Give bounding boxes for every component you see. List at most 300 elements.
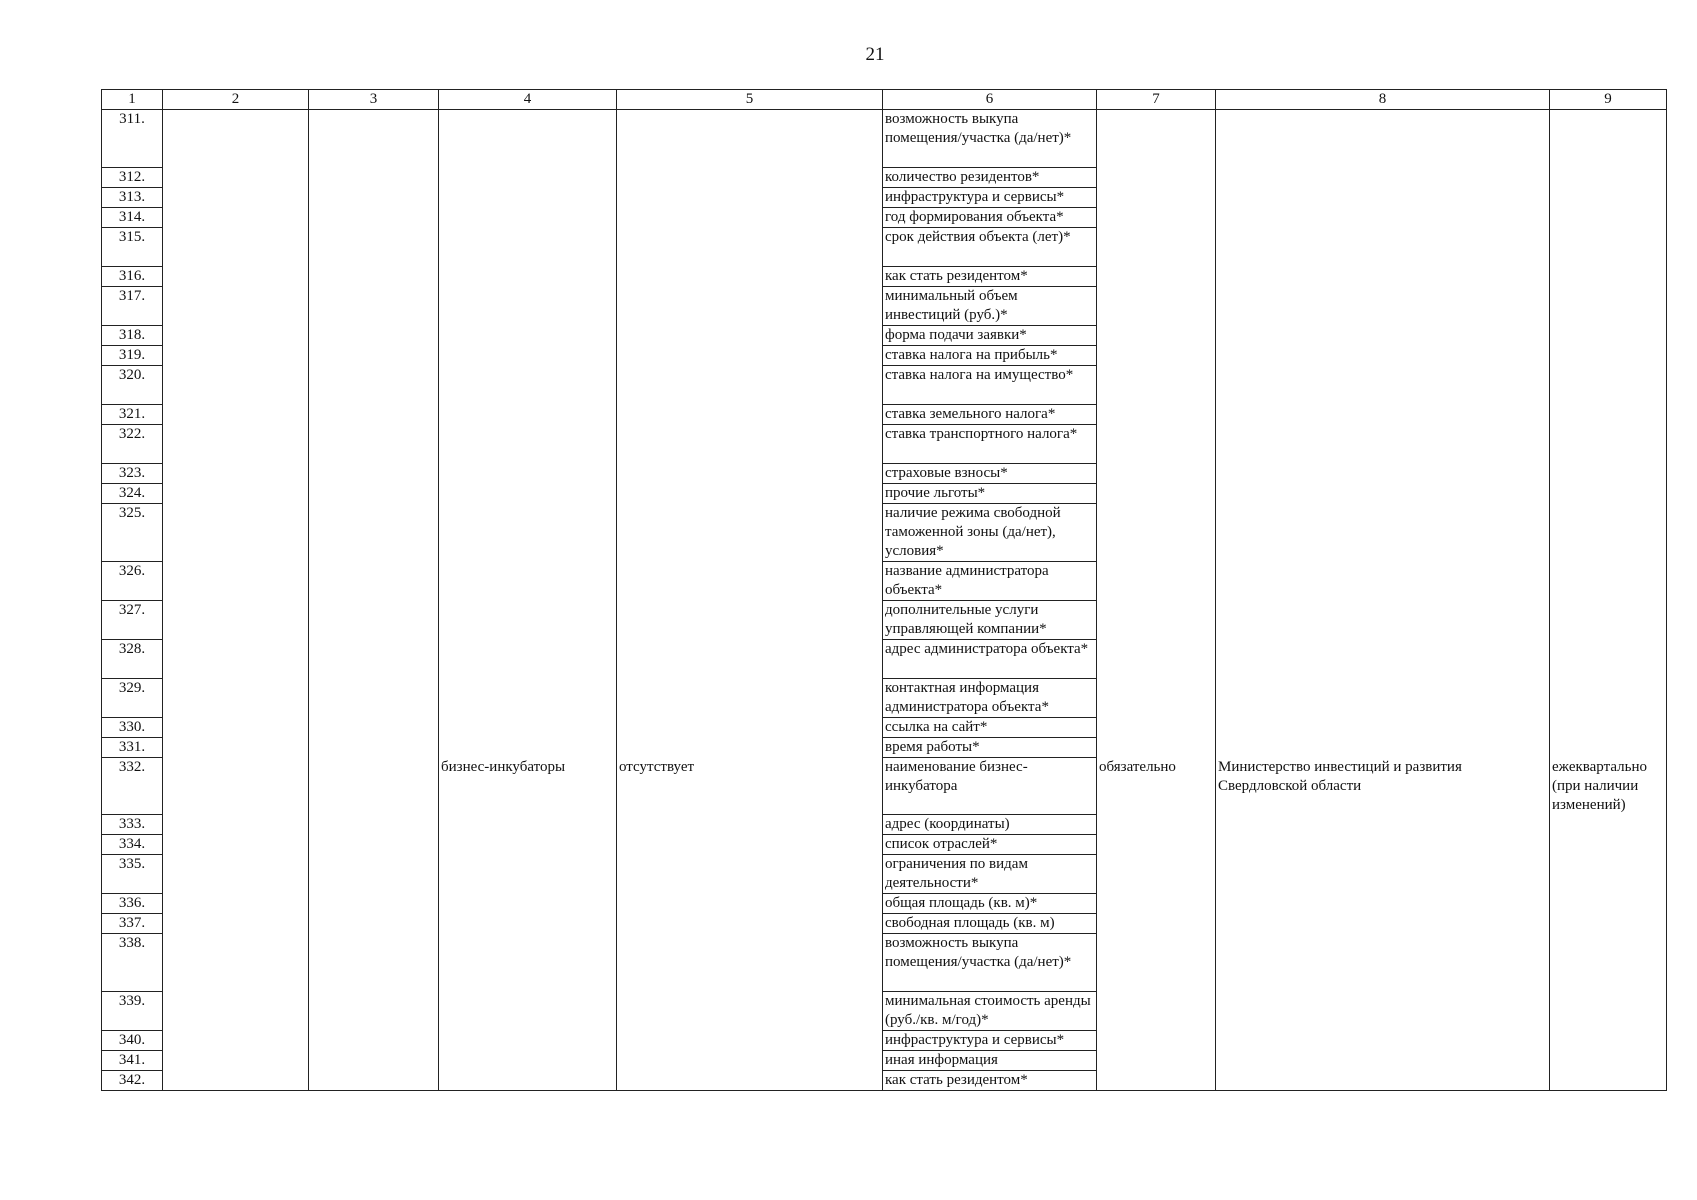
empty-cell	[439, 562, 617, 601]
column-header: 5	[617, 90, 883, 110]
empty-cell	[309, 562, 439, 601]
attribute-cell: ставка земельного налога*	[883, 405, 1097, 425]
empty-cell	[1216, 1051, 1550, 1071]
table-row	[102, 640, 1667, 679]
empty-cell	[617, 208, 883, 228]
empty-cell	[1550, 110, 1667, 168]
attribute-cell: как стать резидентом*	[883, 267, 1097, 287]
table-row	[102, 855, 1667, 894]
table-row	[102, 425, 1667, 464]
row-number: 329.	[102, 679, 163, 718]
empty-cell	[163, 914, 309, 934]
empty-cell	[1550, 425, 1667, 464]
attribute-cell: наличие режима свободной таможенной зоны (да/нет), условия*	[883, 504, 1097, 562]
empty-cell	[1550, 640, 1667, 679]
object-type-cell: бизнес-инкубаторы	[439, 758, 617, 815]
empty-cell	[439, 992, 617, 1031]
row-number: 311.	[102, 110, 163, 168]
empty-cell	[1216, 601, 1550, 640]
empty-cell	[1216, 464, 1550, 484]
table-row	[102, 168, 1667, 188]
empty-cell	[163, 464, 309, 484]
empty-cell	[309, 425, 439, 464]
empty-cell	[309, 1051, 439, 1071]
attribute-cell: минимальный объем инвестиций (руб.)*	[883, 287, 1097, 326]
empty-cell	[1097, 287, 1216, 326]
empty-cell	[309, 934, 439, 992]
empty-cell	[1097, 738, 1216, 758]
responsible-cell: Министерство инвестиций и развития Свердловской области	[1216, 758, 1550, 815]
empty-cell	[309, 894, 439, 914]
empty-cell	[1216, 640, 1550, 679]
row-number: 316.	[102, 267, 163, 287]
empty-cell	[439, 934, 617, 992]
empty-cell	[617, 934, 883, 992]
empty-cell	[617, 1071, 883, 1091]
empty-cell	[1216, 835, 1550, 855]
attribute-cell: ограничения по видам деятельности*	[883, 855, 1097, 894]
empty-cell	[1216, 679, 1550, 718]
empty-cell	[309, 1031, 439, 1051]
empty-cell	[617, 914, 883, 934]
empty-cell	[1550, 366, 1667, 405]
empty-cell	[617, 679, 883, 718]
empty-cell	[163, 267, 309, 287]
empty-cell	[163, 366, 309, 405]
empty-cell	[1097, 640, 1216, 679]
empty-cell	[1216, 562, 1550, 601]
empty-cell	[1097, 366, 1216, 405]
empty-cell	[163, 405, 309, 425]
attribute-cell: страховые взносы*	[883, 464, 1097, 484]
empty-cell	[1097, 267, 1216, 287]
empty-cell	[309, 1071, 439, 1091]
empty-cell	[617, 562, 883, 601]
empty-cell	[439, 1031, 617, 1051]
row-number: 327.	[102, 601, 163, 640]
empty-cell	[1097, 504, 1216, 562]
empty-cell	[1097, 835, 1216, 855]
table-row	[102, 758, 1667, 815]
empty-cell	[1097, 679, 1216, 718]
attribute-cell: адрес администратора объекта*	[883, 640, 1097, 679]
empty-cell	[1097, 228, 1216, 267]
empty-cell	[1097, 1031, 1216, 1051]
row-number: 314.	[102, 208, 163, 228]
empty-cell	[309, 992, 439, 1031]
empty-cell	[617, 484, 883, 504]
attribute-cell: форма подачи заявки*	[883, 326, 1097, 346]
empty-cell	[309, 758, 439, 815]
empty-cell	[617, 110, 883, 168]
row-number: 339.	[102, 992, 163, 1031]
empty-cell	[1097, 562, 1216, 601]
empty-cell	[1216, 992, 1550, 1031]
empty-cell	[439, 326, 617, 346]
empty-cell	[1550, 738, 1667, 758]
empty-cell	[1550, 464, 1667, 484]
empty-cell	[617, 718, 883, 738]
empty-cell	[1216, 738, 1550, 758]
table-row	[102, 504, 1667, 562]
table-row	[102, 718, 1667, 738]
empty-cell	[309, 326, 439, 346]
requirement-cell: обязательно	[1097, 758, 1216, 815]
empty-cell	[439, 346, 617, 366]
row-number: 313.	[102, 188, 163, 208]
empty-cell	[617, 366, 883, 405]
empty-cell	[1216, 484, 1550, 504]
attribute-cell: минимальная стоимость аренды (руб./кв. м/год)*	[883, 992, 1097, 1031]
empty-cell	[1097, 1051, 1216, 1071]
row-number: 342.	[102, 1071, 163, 1091]
empty-cell	[1216, 405, 1550, 425]
empty-cell	[1216, 815, 1550, 835]
attribute-cell: возможность выкупа помещения/участка (да/нет)*	[883, 110, 1097, 168]
row-number: 319.	[102, 346, 163, 366]
row-number: 325.	[102, 504, 163, 562]
register-table	[101, 89, 1667, 1091]
row-number: 315.	[102, 228, 163, 267]
empty-cell	[309, 208, 439, 228]
empty-cell	[309, 504, 439, 562]
empty-cell	[439, 835, 617, 855]
empty-cell	[617, 504, 883, 562]
empty-cell	[1550, 679, 1667, 718]
attribute-cell: адрес (координаты)	[883, 815, 1097, 835]
empty-cell	[309, 815, 439, 835]
empty-cell	[1550, 346, 1667, 366]
empty-cell	[1550, 718, 1667, 738]
empty-cell	[1097, 992, 1216, 1031]
empty-cell	[617, 326, 883, 346]
empty-cell	[617, 425, 883, 464]
row-number: 320.	[102, 366, 163, 405]
empty-cell	[439, 601, 617, 640]
column-number-row	[102, 90, 1667, 110]
empty-cell	[309, 228, 439, 267]
column-header: 8	[1216, 90, 1550, 110]
empty-cell	[1097, 208, 1216, 228]
empty-cell	[1097, 894, 1216, 914]
empty-cell	[1550, 1071, 1667, 1091]
empty-cell	[163, 110, 309, 168]
attribute-cell: ссылка на сайт*	[883, 718, 1097, 738]
empty-cell	[163, 1051, 309, 1071]
empty-cell	[1097, 405, 1216, 425]
table-row	[102, 992, 1667, 1031]
empty-cell	[309, 855, 439, 894]
empty-cell	[1216, 718, 1550, 738]
empty-cell	[617, 267, 883, 287]
empty-cell	[1550, 168, 1667, 188]
empty-cell	[309, 738, 439, 758]
empty-cell	[1550, 267, 1667, 287]
empty-cell	[1550, 188, 1667, 208]
empty-cell	[617, 738, 883, 758]
empty-cell	[163, 738, 309, 758]
empty-cell	[1550, 287, 1667, 326]
row-number: 331.	[102, 738, 163, 758]
attribute-cell: ставка транспортного налога*	[883, 425, 1097, 464]
empty-cell	[439, 366, 617, 405]
attribute-cell: время работы*	[883, 738, 1097, 758]
empty-cell	[439, 188, 617, 208]
empty-cell	[309, 346, 439, 366]
empty-cell	[1216, 208, 1550, 228]
empty-cell	[617, 228, 883, 267]
empty-cell	[309, 405, 439, 425]
attribute-cell: ставка налога на прибыль*	[883, 346, 1097, 366]
empty-cell	[163, 346, 309, 366]
empty-cell	[1216, 894, 1550, 914]
table-row	[102, 208, 1667, 228]
column-header: 2	[163, 90, 309, 110]
empty-cell	[163, 640, 309, 679]
row-number: 322.	[102, 425, 163, 464]
empty-cell	[617, 1031, 883, 1051]
empty-cell	[163, 425, 309, 464]
attribute-cell: общая площадь (кв. м)*	[883, 894, 1097, 914]
empty-cell	[1550, 855, 1667, 894]
column-header: 6	[883, 90, 1097, 110]
table-row	[102, 738, 1667, 758]
empty-cell	[163, 601, 309, 640]
empty-cell	[163, 718, 309, 738]
table-row	[102, 1071, 1667, 1091]
empty-cell	[1550, 835, 1667, 855]
empty-cell	[1550, 601, 1667, 640]
empty-cell	[439, 464, 617, 484]
table-row	[102, 815, 1667, 835]
column-header: 7	[1097, 90, 1216, 110]
empty-cell	[439, 484, 617, 504]
empty-cell	[617, 346, 883, 366]
table-row	[102, 346, 1667, 366]
empty-cell	[1216, 1071, 1550, 1091]
table-row	[102, 894, 1667, 914]
empty-cell	[617, 287, 883, 326]
empty-cell	[1097, 168, 1216, 188]
empty-cell	[309, 679, 439, 718]
empty-cell	[1216, 1031, 1550, 1051]
attribute-cell: иная информация	[883, 1051, 1097, 1071]
empty-cell	[1550, 815, 1667, 835]
empty-cell	[1550, 914, 1667, 934]
table-row	[102, 1031, 1667, 1051]
row-number: 338.	[102, 934, 163, 992]
empty-cell	[1550, 934, 1667, 992]
empty-cell	[309, 914, 439, 934]
empty-cell	[163, 934, 309, 992]
empty-cell	[1216, 425, 1550, 464]
row-number: 323.	[102, 464, 163, 484]
row-number: 330.	[102, 718, 163, 738]
empty-cell	[309, 464, 439, 484]
row-number: 326.	[102, 562, 163, 601]
row-number: 328.	[102, 640, 163, 679]
empty-cell	[309, 110, 439, 168]
empty-cell	[163, 562, 309, 601]
empty-cell	[439, 267, 617, 287]
empty-cell	[1097, 110, 1216, 168]
table-row	[102, 601, 1667, 640]
empty-cell	[1550, 405, 1667, 425]
empty-cell	[309, 835, 439, 855]
empty-cell	[1550, 484, 1667, 504]
attribute-cell: свободная площадь (кв. м)	[883, 914, 1097, 934]
empty-cell	[1097, 855, 1216, 894]
empty-cell	[1550, 894, 1667, 914]
empty-cell	[163, 188, 309, 208]
empty-cell	[1216, 228, 1550, 267]
attribute-cell: год формирования объекта*	[883, 208, 1097, 228]
empty-cell	[163, 484, 309, 504]
empty-cell	[1097, 188, 1216, 208]
empty-cell	[309, 168, 439, 188]
attribute-cell: инфраструктура и сервисы*	[883, 1031, 1097, 1051]
empty-cell	[439, 287, 617, 326]
empty-cell	[163, 504, 309, 562]
empty-cell	[439, 640, 617, 679]
column-header: 3	[309, 90, 439, 110]
empty-cell	[439, 855, 617, 894]
column-header: 4	[439, 90, 617, 110]
empty-cell	[1550, 326, 1667, 346]
row-number: 335.	[102, 855, 163, 894]
row-number: 317.	[102, 287, 163, 326]
empty-cell	[617, 405, 883, 425]
empty-cell	[1097, 425, 1216, 464]
empty-cell	[309, 287, 439, 326]
table-row	[102, 914, 1667, 934]
table-row	[102, 484, 1667, 504]
table-row	[102, 679, 1667, 718]
attribute-cell: как стать резидентом*	[883, 1071, 1097, 1091]
empty-cell	[163, 228, 309, 267]
empty-cell	[439, 894, 617, 914]
empty-cell	[1097, 1071, 1216, 1091]
empty-cell	[617, 601, 883, 640]
attribute-cell: контактная информация администратора объекта*	[883, 679, 1097, 718]
empty-cell	[163, 894, 309, 914]
empty-cell	[617, 1051, 883, 1071]
empty-cell	[1097, 464, 1216, 484]
empty-cell	[439, 1051, 617, 1071]
column-header: 9	[1550, 90, 1667, 110]
empty-cell	[439, 110, 617, 168]
empty-cell	[439, 504, 617, 562]
empty-cell	[1550, 1051, 1667, 1071]
table-row	[102, 934, 1667, 992]
row-number: 337.	[102, 914, 163, 934]
row-number: 341.	[102, 1051, 163, 1071]
table-row	[102, 835, 1667, 855]
empty-cell	[617, 855, 883, 894]
empty-cell	[1097, 718, 1216, 738]
attribute-cell: ставка налога на имущество*	[883, 366, 1097, 405]
table-body	[102, 110, 1667, 1091]
empty-cell	[1550, 992, 1667, 1031]
empty-cell	[309, 640, 439, 679]
attribute-cell: название администратора объекта*	[883, 562, 1097, 601]
empty-cell	[439, 168, 617, 188]
attribute-cell: возможность выкупа помещения/участка (да/нет)*	[883, 934, 1097, 992]
table-row	[102, 287, 1667, 326]
row-number: 332.	[102, 758, 163, 815]
empty-cell	[163, 835, 309, 855]
attribute-cell: инфраструктура и сервисы*	[883, 188, 1097, 208]
empty-cell	[1216, 267, 1550, 287]
empty-cell	[1216, 110, 1550, 168]
empty-cell	[439, 405, 617, 425]
table-row	[102, 188, 1667, 208]
table-row	[102, 326, 1667, 346]
empty-cell	[617, 835, 883, 855]
empty-cell	[309, 601, 439, 640]
empty-cell	[439, 1071, 617, 1091]
empty-cell	[617, 188, 883, 208]
empty-cell	[163, 815, 309, 835]
table-row	[102, 228, 1667, 267]
empty-cell	[1216, 287, 1550, 326]
empty-cell	[1216, 346, 1550, 366]
empty-cell	[163, 1071, 309, 1091]
row-number: 312.	[102, 168, 163, 188]
empty-cell	[1550, 562, 1667, 601]
empty-cell	[309, 366, 439, 405]
empty-cell	[1216, 366, 1550, 405]
page-number: 21	[865, 44, 885, 65]
empty-cell	[163, 208, 309, 228]
empty-cell	[439, 718, 617, 738]
empty-cell	[309, 484, 439, 504]
empty-cell	[439, 815, 617, 835]
empty-cell	[1216, 168, 1550, 188]
empty-cell	[163, 855, 309, 894]
empty-cell	[439, 425, 617, 464]
empty-cell	[1550, 504, 1667, 562]
empty-cell	[1216, 188, 1550, 208]
empty-cell	[617, 640, 883, 679]
empty-cell	[163, 326, 309, 346]
empty-cell	[617, 894, 883, 914]
empty-cell	[309, 267, 439, 287]
empty-cell	[163, 679, 309, 718]
empty-cell	[439, 228, 617, 267]
empty-cell	[1097, 346, 1216, 366]
table-row	[102, 464, 1667, 484]
empty-cell	[163, 992, 309, 1031]
row-number: 318.	[102, 326, 163, 346]
empty-cell	[1216, 934, 1550, 992]
row-number: 336.	[102, 894, 163, 914]
attribute-cell: срок действия объекта (лет)*	[883, 228, 1097, 267]
empty-cell	[163, 287, 309, 326]
empty-cell	[1097, 601, 1216, 640]
table-row	[102, 1051, 1667, 1071]
empty-cell	[1216, 326, 1550, 346]
attribute-cell: список отраслей*	[883, 835, 1097, 855]
empty-cell	[617, 168, 883, 188]
empty-cell	[617, 464, 883, 484]
empty-cell	[163, 168, 309, 188]
empty-cell	[163, 758, 309, 815]
empty-cell	[1550, 208, 1667, 228]
empty-cell	[1097, 815, 1216, 835]
row-number: 333.	[102, 815, 163, 835]
empty-cell	[309, 718, 439, 738]
